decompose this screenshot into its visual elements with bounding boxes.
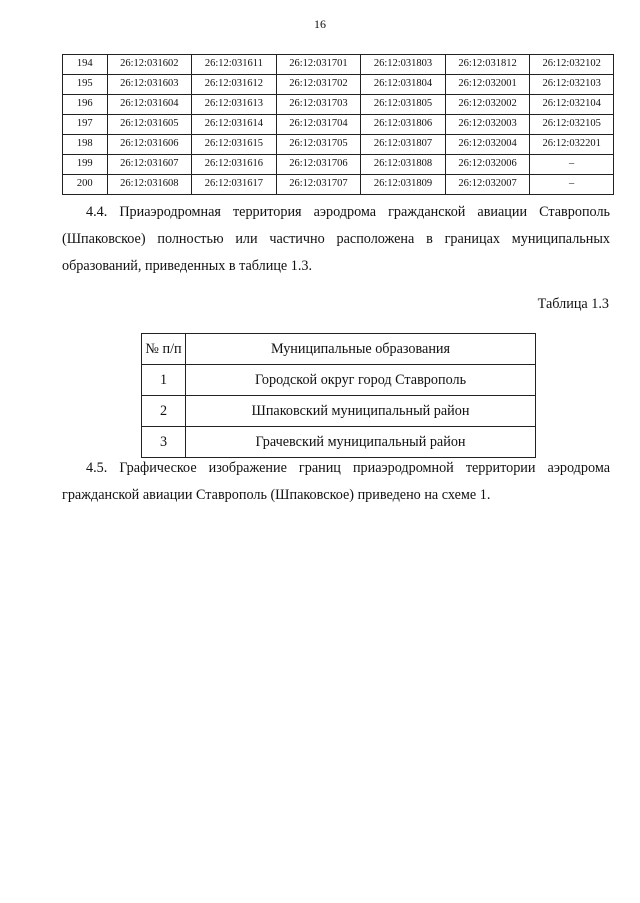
cadastral-number-cell: 26:12:031606 — [107, 135, 192, 155]
cadastral-number-cell: 26:12:031607 — [107, 155, 192, 175]
cadastral-number-cell: 26:12:031617 — [192, 175, 277, 195]
header-num: № п/п — [142, 334, 186, 365]
cadastral-number-cell: 26:12:031705 — [276, 135, 361, 155]
row-number: 200 — [63, 175, 108, 195]
cadastral-number-cell: 26:12:031605 — [107, 115, 192, 135]
cadastral-number-cell: 26:12:031704 — [276, 115, 361, 135]
cadastral-number-cell: 26:12:032201 — [530, 135, 614, 155]
cadastral-number-cell: 26:12:032007 — [445, 175, 530, 195]
cadastral-number-cell: 26:12:032001 — [445, 75, 530, 95]
cadastral-number-cell: 26:12:031707 — [276, 175, 361, 195]
row-number: 197 — [63, 115, 108, 135]
cadastral-number-cell: 26:12:031604 — [107, 95, 192, 115]
row-number: 196 — [63, 95, 108, 115]
cadastral-quarters-table — [62, 54, 614, 195]
cadastral-number-cell: 26:12:032104 — [530, 95, 614, 115]
cadastral-number-cell: 26:12:031614 — [192, 115, 277, 135]
cadastral-number-cell: 26:12:031702 — [276, 75, 361, 95]
row-num: 2 — [142, 396, 186, 427]
row-number: 198 — [63, 135, 108, 155]
cadastral-number-cell: 26:12:031615 — [192, 135, 277, 155]
table-1-3-caption: Таблица 1.3 — [537, 296, 609, 312]
paragraph-4-4-text: 4.4. Приаэродромная территория аэродрома гражданской авиации Ставрополь (Шпаковское) полностью или частично расположена в границах муниципальных образований, приведенных в таблице 1.3. — [62, 204, 610, 274]
cadastral-number-cell: 26:12:031616 — [192, 155, 277, 175]
table-row — [63, 115, 614, 135]
row-num: 3 — [142, 427, 186, 458]
table-row — [142, 365, 536, 396]
table-row — [63, 155, 614, 175]
cadastral-number-cell: 26:12:031613 — [192, 95, 277, 115]
cadastral-number-cell: 26:12:032102 — [530, 55, 614, 75]
paragraph-4-4 — [62, 199, 610, 280]
cadastral-number-cell: 26:12:031603 — [107, 75, 192, 95]
paragraph-4-5 — [62, 455, 610, 509]
cadastral-number-cell: – — [530, 155, 614, 175]
cadastral-number-cell: 26:12:031806 — [361, 115, 446, 135]
table-row — [63, 55, 614, 75]
row-name: Шпаковский муниципальный район — [186, 396, 536, 427]
cadastral-number-cell: 26:12:032103 — [530, 75, 614, 95]
table-row — [63, 175, 614, 195]
table-row — [63, 135, 614, 155]
paragraph-4-5-text: 4.5. Графическое изображение границ приаэродромной территории аэродрома гражданской авиации Ставрополь (Шпаковское) приведено на схеме 1. — [62, 460, 610, 503]
row-number: 194 — [63, 55, 108, 75]
cadastral-number-cell: 26:12:032004 — [445, 135, 530, 155]
cadastral-number-cell: 26:12:031706 — [276, 155, 361, 175]
row-number: 195 — [63, 75, 108, 95]
cadastral-number-cell: 26:12:031805 — [361, 95, 446, 115]
row-name: Городской округ город Ставрополь — [186, 365, 536, 396]
cadastral-number-cell: 26:12:031808 — [361, 155, 446, 175]
table-row — [63, 75, 614, 95]
table-row — [63, 95, 614, 115]
cadastral-number-cell: 26:12:031804 — [361, 75, 446, 95]
cadastral-number-cell: 26:12:031807 — [361, 135, 446, 155]
page-number: 16 — [314, 17, 326, 31]
cadastral-number-cell: 26:12:032006 — [445, 155, 530, 175]
cadastral-number-cell: 26:12:031701 — [276, 55, 361, 75]
table-row — [142, 396, 536, 427]
row-num: 1 — [142, 365, 186, 396]
row-number: 199 — [63, 155, 108, 175]
row-name: Грачевский муниципальный район — [186, 427, 536, 458]
cadastral-number-cell: 26:12:031812 — [445, 55, 530, 75]
cadastral-number-cell: 26:12:032002 — [445, 95, 530, 115]
cadastral-number-cell: 26:12:032105 — [530, 115, 614, 135]
table-row — [142, 427, 536, 458]
municipalities-table — [141, 333, 536, 458]
cadastral-number-cell: 26:12:031611 — [192, 55, 277, 75]
cadastral-number-cell: – — [530, 175, 614, 195]
cadastral-number-cell: 26:12:032003 — [445, 115, 530, 135]
cadastral-number-cell: 26:12:031703 — [276, 95, 361, 115]
cadastral-number-cell: 26:12:031803 — [361, 55, 446, 75]
cadastral-number-cell: 26:12:031809 — [361, 175, 446, 195]
cadastral-number-cell: 26:12:031612 — [192, 75, 277, 95]
cadastral-number-cell: 26:12:031602 — [107, 55, 192, 75]
cadastral-number-cell: 26:12:031608 — [107, 175, 192, 195]
municipalities-table-header — [142, 334, 536, 365]
header-name: Муниципальные образования — [186, 334, 536, 365]
